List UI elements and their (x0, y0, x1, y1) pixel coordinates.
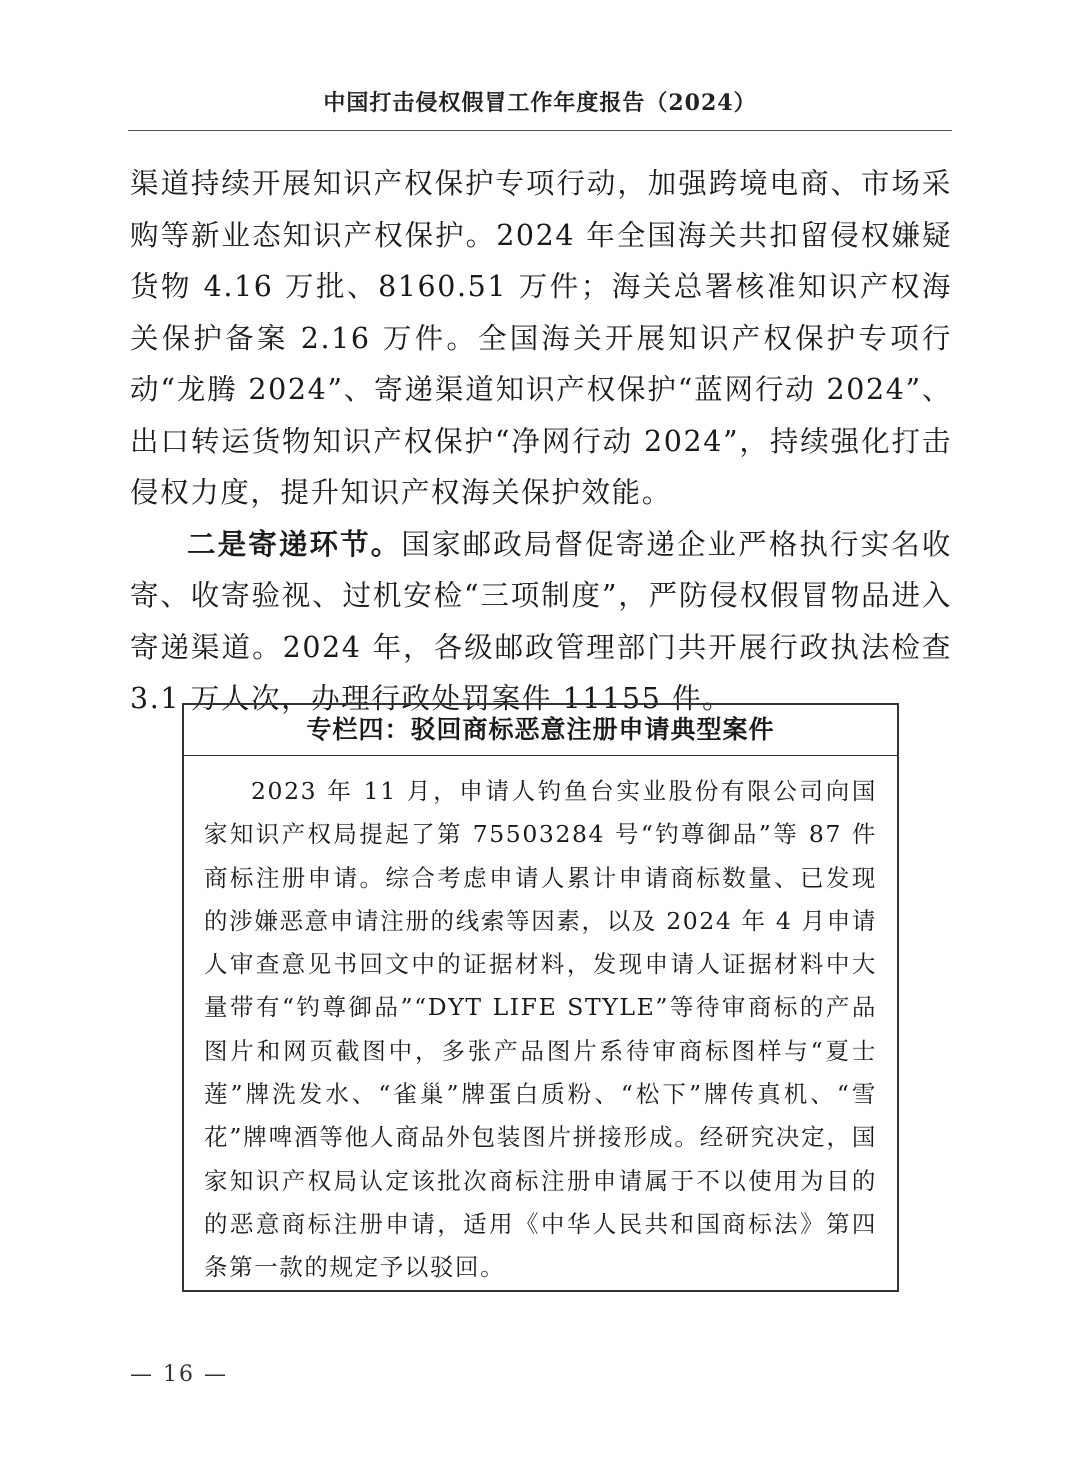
column-title: 专栏四：驳回商标恶意注册申请典型案件 (184, 705, 897, 756)
paragraph-postal (130, 519, 952, 725)
feature-column-box (182, 703, 899, 1292)
paragraph-lead: 二是寄递环节。 (187, 526, 402, 561)
paragraph-customs: 渠道持续开展知识产权保护专项行动，加强跨境电商、市场采购等新业态知识产权保护。2024 年全国海关共扣留侵权嫌疑货物 4.16 万批、8160.51 万件；海关总署核准知识产权海关保护备案 2.16 万件。全国海关开展知识产权保护专项行动“龙腾 2024”、寄递渠道知识产权保护“蓝网行动 2024”、出口转运货物知识产权保护“净网行动 2024”，持续强化打击侵权力度，提升知识产权海关保护效能。 (130, 167, 952, 509)
paragraph-postal-text: 国家邮政局督促寄递企业严格执行实名收寄、收寄验视、过机安检“三项制度”，严防侵权假冒物品进入寄递渠道。2024 年，各级邮政管理部门共开展行政执法检查 3.1 万人次，办理行政处罚案件 11155 件。 (130, 527, 952, 715)
column-paragraph: 2023 年 11 月，申请人钓鱼台实业股份有限公司向国家知识产权局提起了第 75503284 号“钓尊御品”等 87 件商标注册申请。综合考虑申请人累计申请商标数量、已发现的涉嫌恶意申请注册的线索等因素，以及 2024 年 4 月申请人审查意见书回文中的证据材料，发现申请人证据材料中大量带有“钓尊御品”“DYT LIFE STYLE”等待审商标的产品图片和网页截图中，多张产品图片系待审商标图样与“夏士莲”牌洗发水、“雀巢”牌蛋白质粉、“松下”牌传真机、“雪花”牌啤酒等他人商品外包装图片拼接形成。经研究决定，国家知识产权局认定该批次商标注册申请属于不以使用为目的的恶意商标注册申请，适用《中华人民共和国商标法》第四条第一款的规定予以驳回。 (204, 777, 877, 1282)
main-text (130, 158, 952, 725)
page-number: — 16 — (130, 1362, 228, 1387)
column-body (184, 756, 897, 1290)
running-header: 中国打击侵权假冒工作年度报告（2024） (323, 90, 757, 116)
header-divider (128, 130, 952, 131)
